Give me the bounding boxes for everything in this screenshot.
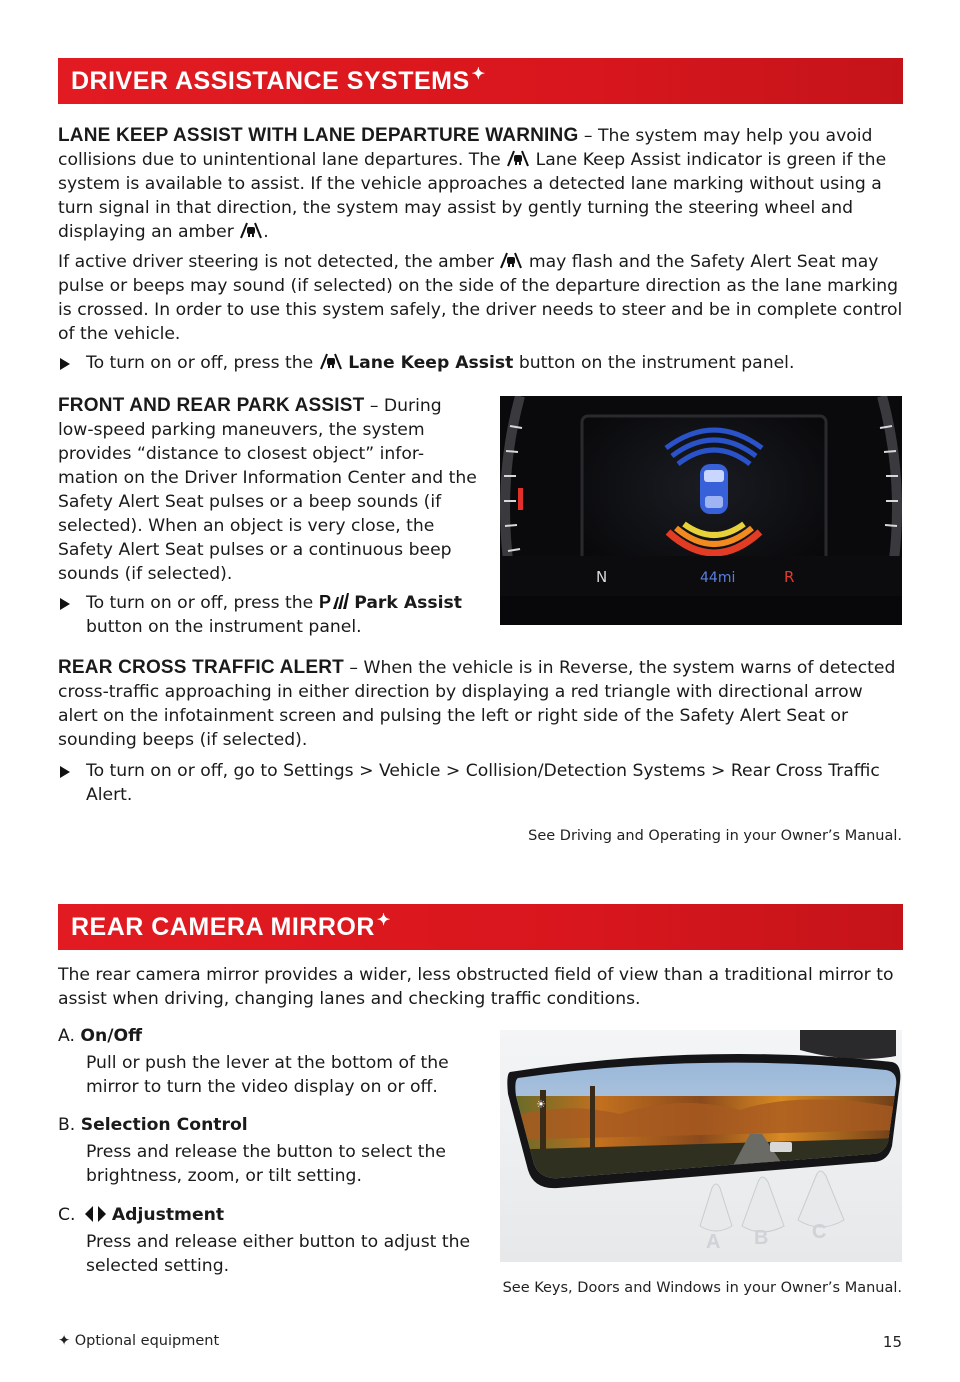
svg-text:P: P — [318, 592, 331, 611]
gear-indicator-r: R — [784, 568, 795, 586]
lka-bullet: To turn on or off, press the Lane Keep Assist button on the instrument panel. — [60, 351, 903, 375]
optional-star-icon: ✦ — [471, 66, 486, 83]
lane-keep-assist-icon — [239, 221, 263, 239]
reference-driving-operating: See Driving and Operating in your Owner’s Manual. — [528, 828, 902, 844]
left-arrow-icon — [85, 1206, 93, 1222]
svg-text:☀: ☀ — [536, 1098, 546, 1111]
section-banner-driver-assistance — [58, 58, 903, 104]
rear-camera-mirror-graphic — [500, 1030, 902, 1262]
mirror-item-c: C. Adjustment Press and release either button to adjust the selected setting. — [58, 1205, 471, 1276]
lane-keep-assist-icon — [506, 149, 530, 167]
page-number: 15 — [882, 1333, 902, 1351]
gear-indicator-n: N — [596, 568, 608, 586]
lka-paragraph-1: LANE KEEP ASSIST WITH LANE DEPARTURE WARNING – The system may help you avoid collisions due to unintentional lane departures. The Lane Keep Assist indicator is green if the system is available to assist. If the vehicle approaches a detected lane marking without using a turn signal in that direction, the system may assist by gently turning the steering wheel and displaying an amber . — [58, 125, 887, 242]
park-assist-heading: FRONT AND REAR PARK ASSIST — [58, 395, 365, 416]
optional-star-icon: ✦ — [58, 1333, 71, 1349]
footer-optional-note: ✦ Optional equipment — [58, 1333, 220, 1349]
lka-heading: LANE KEEP ASSIST WITH LANE DEPARTURE WARNING — [58, 125, 579, 146]
mirror-intro: The rear camera mirror provides a wider, less obstructed field of view than a traditional mirror to assist when driving, changing lanes and checking traffic conditions. — [58, 965, 894, 1009]
bullet-arrow-icon — [60, 766, 70, 778]
instrument-cluster-graphic — [500, 396, 902, 625]
park-assist-paragraph: FRONT AND REAR PARK ASSIST – During low-speed parking maneuvers, the system provides “distance to closest object” infor-mation on the Driver Information Center and the Safety Alert Seat pulses or a beep sounds (if selected). When an object is very close, the Safety Alert Seat pulses or a continuous beep sounds (if selected). — [58, 395, 477, 584]
callout-b: B — [754, 1227, 769, 1249]
mirror-item-a: A. On/Off Pull or push the lever at the bottom of the mirror to turn the video display on or off. — [58, 1026, 449, 1097]
lka-paragraph-2: If active driver steering is not detected, the amber may flash and the Safety Alert Seat may pulse or beeps may sound (if selected) on the side of the departure direction as the lane marking is crossed. In order to use this system safely, the driver needs to steer and be in complete control of the vehicle. — [58, 252, 903, 344]
lane-keep-assist-icon — [319, 352, 343, 370]
right-arrow-icon — [98, 1206, 106, 1222]
banner-title: REAR CAMERA MIRROR — [71, 913, 375, 941]
optional-star-icon: ✦ — [376, 912, 391, 929]
lane-keep-assist-icon — [499, 251, 523, 269]
rear-camera-mirror-photo — [500, 1030, 902, 1262]
park-assist-bullet: To turn on or off, press the P Park Assist button on the instrument panel. — [60, 591, 470, 639]
section-banner-rear-camera-mirror — [58, 904, 903, 950]
range-readout: 44mi — [700, 570, 736, 586]
mirror-item-b: B. Selection Control Press and release the button to select the brightness, zoom, or tilt setting. — [58, 1115, 446, 1186]
park-assist-icon — [319, 591, 349, 611]
bullet-arrow-icon — [60, 598, 70, 610]
rcta-bullet: To turn on or off, go to Settings > Vehicle > Collision/Detection Systems > Rear Cross Traffic Alert. — [60, 759, 906, 807]
banner-title: DRIVER ASSISTANCE SYSTEMS — [71, 67, 470, 95]
callout-a: A — [706, 1231, 721, 1253]
callout-c: C — [812, 1221, 827, 1243]
park-assist-cluster-photo — [500, 396, 902, 625]
rcta-heading: REAR CROSS TRAFFIC ALERT — [58, 657, 344, 678]
rcta-paragraph: REAR CROSS TRAFFIC ALERT – When the vehicle is in Reverse, the system warns of detected cross-traffic approaching in either direction by displaying a red triangle with directional arrow alert on the infotainment screen and pulsing the left or right side of the Safety Alert Seat or sounding beeps (if selected). — [58, 657, 896, 750]
bullet-arrow-icon — [60, 358, 70, 370]
reference-keys-doors: See Keys, Doors and Windows in your Owner’s Manual. — [502, 1280, 902, 1296]
